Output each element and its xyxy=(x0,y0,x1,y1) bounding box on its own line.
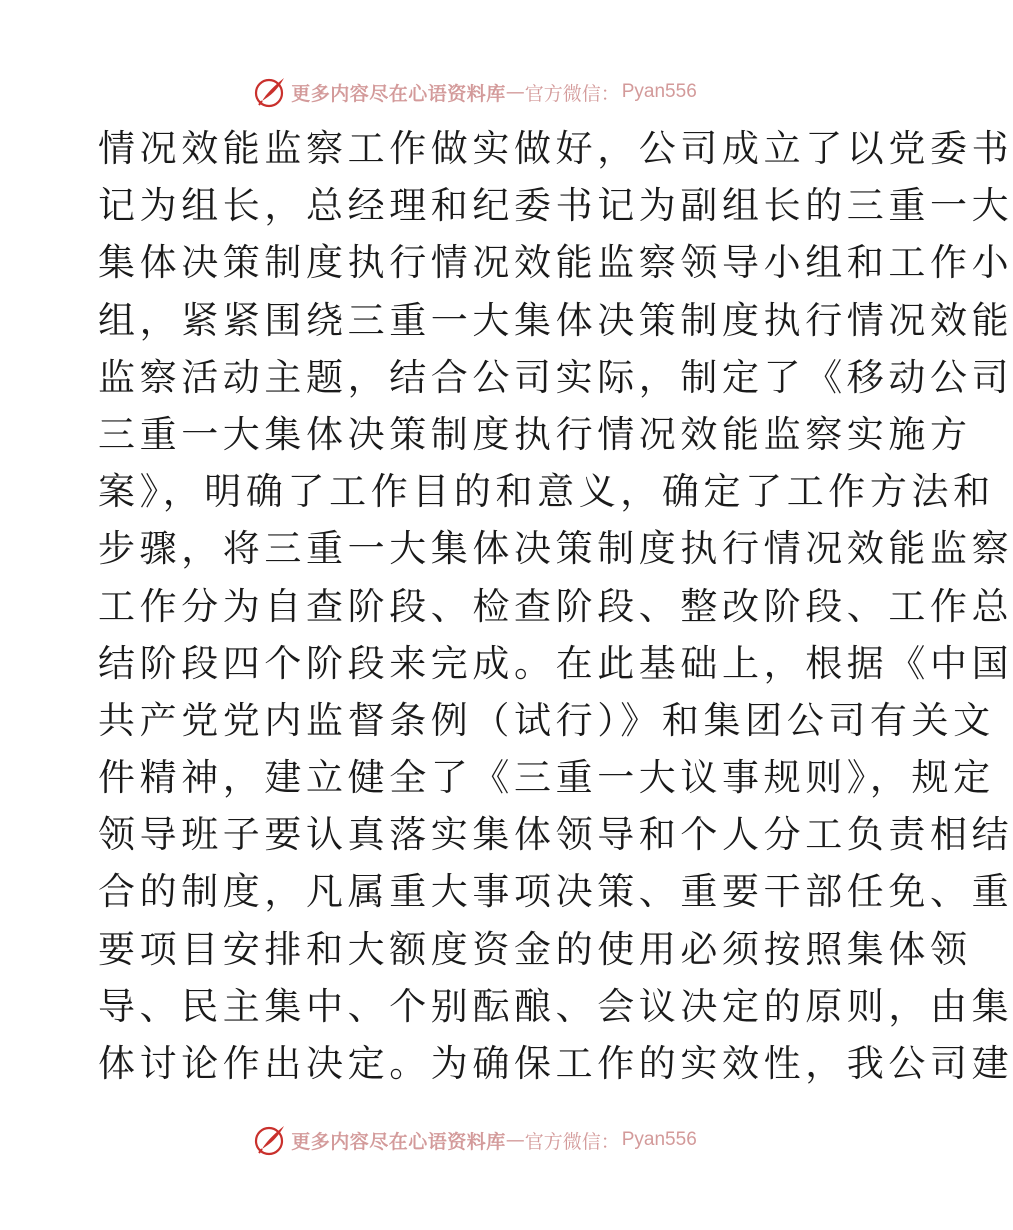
text-line: 领导班子要认真落实集体领导和个人分工负责相结 xyxy=(98,813,1013,857)
document-body xyxy=(98,120,1013,1092)
banner-title: 更多内容尽在心语资料库 xyxy=(291,82,506,105)
text-line: 组，紧紧围绕三重一大集体决策制度执行情况效能 xyxy=(98,298,1013,342)
footer-subtitle: 官方微信： xyxy=(524,1130,620,1153)
text-line: 监察活动主题，结合公司实际，制定了《移动公司 xyxy=(98,355,1013,399)
text-line: 件精神，建立健全了《三重一大议事规则》，规定 xyxy=(98,756,995,800)
quill-logo-icon xyxy=(253,75,287,109)
text-line: 要项目安排和大额度资金的使用必须按照集体领 xyxy=(98,927,972,971)
text-line: 案》，明确了工作目的和意义，确定了工作方法和 xyxy=(98,470,995,514)
header-banner xyxy=(0,72,950,112)
text-line: 导、民主集中、个别酝酿、会议决定的原则，由集 xyxy=(98,984,1013,1028)
text-line: 工作分为自查阶段、检查阶段、整改阶段、工作总 xyxy=(98,584,1013,628)
text-line: 合的制度，凡属重大事项决策、重要干部任免、重 xyxy=(98,870,1013,914)
banner-subtitle: 官方微信： xyxy=(524,82,620,105)
text-line: 记为组长，总经理和纪委书记为副组长的三重一大 xyxy=(98,184,1013,228)
text-line: 共产党党内监督条例（试行）》和集团公司有关文 xyxy=(98,698,995,742)
text-line: 步骤，将三重一大集体决策制度执行情况效能监察 xyxy=(98,527,1013,571)
quill-logo-icon xyxy=(253,1123,287,1157)
footer-title: 更多内容尽在心语资料库 xyxy=(291,1130,506,1153)
text-line: 集体决策制度执行情况效能监察领导小组和工作小 xyxy=(98,241,1013,285)
banner-dash: — xyxy=(505,81,525,103)
footer-wechat-id: Pyan556 xyxy=(621,1129,697,1150)
text-line: 体讨论作出决定。为确保工作的实效性，我公司建 xyxy=(98,1042,1013,1085)
text-line: 情况效能监察工作做实做好，公司成立了以党委书 xyxy=(98,127,1013,170)
footer-banner xyxy=(0,1120,950,1160)
text-line: 结阶段四个阶段来完成。在此基础上，根据《中国 xyxy=(98,641,1013,685)
banner-wechat-id: Pyan556 xyxy=(621,81,697,102)
text-line: 三重一大集体决策制度执行情况效能监察实施方 xyxy=(98,412,972,456)
footer-dash: — xyxy=(505,1129,525,1151)
